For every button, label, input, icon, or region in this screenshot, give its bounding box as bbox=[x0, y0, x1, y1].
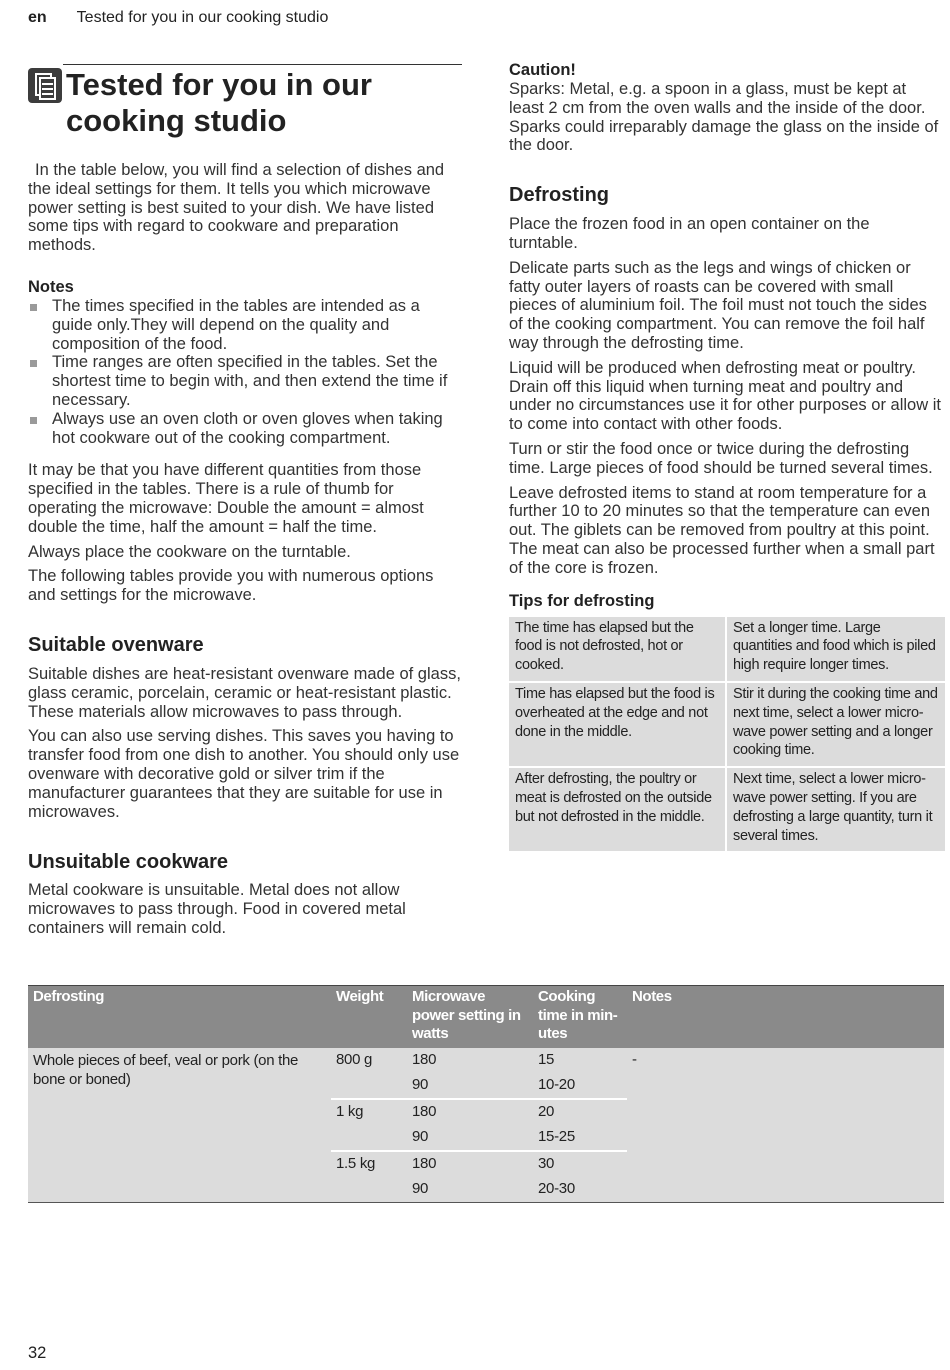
suitable-heading: Suitable ovenware bbox=[28, 633, 204, 656]
power-cell: 180 bbox=[407, 1048, 533, 1073]
unsuitable-heading: Unsuitable cookware bbox=[28, 851, 229, 874]
document-icon bbox=[28, 68, 62, 103]
header-dish: Defrosting bbox=[28, 986, 331, 1048]
defrosting-paragraph: Place the frozen food in an open container on the turntable. bbox=[509, 215, 870, 252]
bullet-square-icon bbox=[30, 360, 37, 367]
table-row bbox=[509, 617, 945, 682]
list-item: The times specified in the tables are intended as a guide only.They will depend on the quality and composition of the food. bbox=[28, 297, 462, 353]
tips-table bbox=[509, 617, 945, 852]
defrosting-paragraph: Delicate parts such as the legs and wings of chicken or fatty outer layers of roasts can be covered with small pieces of aluminium foil. The foil must not touch the sides of the cooking compartment. You can remove the foil half way through the defrosting time. bbox=[509, 258, 927, 352]
time-cell: 20 bbox=[533, 1099, 627, 1125]
tips-problem-cell: Time has elapsed but the food is overheated at the edge and not done in the middle. bbox=[509, 682, 726, 767]
table-row bbox=[509, 682, 945, 767]
caution-heading: Caution! bbox=[509, 61, 576, 79]
suitable-paragraph: Suitable dishes are heat-resistant ovenware made of glass, glass ceramic, porcelain, ceramic or heat-resistant plastic. These materials allow microwaves to pass through. bbox=[28, 664, 461, 721]
left-column bbox=[28, 64, 462, 938]
table-row bbox=[28, 1048, 944, 1073]
time-cell: 15 bbox=[533, 1048, 627, 1073]
header-notes: Notes bbox=[627, 986, 944, 1048]
tips-problem-cell: After defrosting, the poultry or meat is defrosted on the outside but not defrosted in the middle. bbox=[509, 767, 726, 851]
notes-heading: Notes bbox=[28, 277, 74, 296]
table-row bbox=[509, 767, 945, 851]
list-item: Always use an oven cloth or oven gloves when taking hot cookware out of the cooking compartment. bbox=[28, 410, 462, 448]
defrosting-paragraph: Turn or stir the food once or twice during the defrosting time. Large pieces of food should be turned several times. bbox=[509, 439, 933, 477]
language-code: en bbox=[28, 9, 47, 26]
turntable-paragraph: Always place the cookware on the turntable. bbox=[28, 542, 351, 561]
time-cell: 15-25 bbox=[533, 1125, 627, 1151]
bullet-square-icon bbox=[30, 417, 37, 424]
defrosting-heading: Defrosting bbox=[509, 184, 609, 207]
running-title: Tested for you in our cooking studio bbox=[76, 9, 329, 26]
weight-cell: 800 g bbox=[331, 1048, 407, 1099]
power-cell: 90 bbox=[407, 1073, 533, 1099]
notes-list bbox=[28, 297, 462, 447]
tables-paragraph: The following tables provide you with numerous options and settings for the microwave. bbox=[28, 567, 434, 605]
power-cell: 90 bbox=[407, 1125, 533, 1151]
page-number: 32 bbox=[28, 1344, 47, 1362]
tips-heading: Tips for defrosting bbox=[509, 591, 655, 610]
defrosting-paragraph: Liquid will be produced when defrosting meat or poultry. Drain off this liquid when turning meat and poultry and under no circumstances use it for other purposes or allow it to come into contact with other foods. bbox=[509, 358, 941, 434]
list-item: Time ranges are often specified in the tables. Set the shortest time to begin with, and then extend the time if necessary. bbox=[28, 353, 462, 409]
time-cell: 10-20 bbox=[533, 1073, 627, 1099]
serving-dishes-paragraph: You can also use serving dishes. This saves you having to transfer food from one dish to another. You should only use ovenware with decorative gold or silver trim if the manufacturer guarantees that they are suitable for use in microwaves. bbox=[28, 727, 460, 821]
intro-paragraph: In the table below, you will find a selection of dishes and the ideal settings for them. It tells you which microwave power setting is best suited to your dish. We have listed some tips with regard to cookware and preparation methods. bbox=[28, 161, 445, 255]
tips-remedy-cell: Next time, select a lower micro-wave power setting. If you are defrosting a large quantity, turn it several times. bbox=[726, 767, 945, 851]
defrosting-table bbox=[28, 985, 944, 1203]
dish-cell: Whole pieces of beef, veal or pork (on the bone or boned) bbox=[28, 1048, 331, 1203]
notes-cell: - bbox=[627, 1048, 944, 1203]
unsuitable-paragraph: Metal cookware is unsuitable. Metal does not allow microwaves to pass through. Food in covered metal containers will remain cold. bbox=[28, 881, 406, 937]
tips-remedy-cell: Stir it during the cooking time and next time, select a lower micro-wave power setting and a longer cooking time. bbox=[726, 682, 945, 767]
table-header-row bbox=[28, 986, 944, 1048]
weight-cell: 1.5 kg bbox=[331, 1151, 407, 1203]
defrosting-paragraph: Leave defrosted items to stand at room temperature for a further 10 to 20 minutes so that the temperature can even out. The giblets can be removed from poultry at this point. The meat can also be processed further when a small part of the core is frozen. bbox=[509, 483, 935, 577]
caution-text: Sparks: Metal, e.g. a spoon in a glass, must be kept at least 2 cm from the oven walls and the inside of the door. Sparks could irreparably damage the glass on the inside of the door. bbox=[509, 80, 939, 155]
time-cell: 20-30 bbox=[533, 1177, 627, 1203]
tips-remedy-cell: Set a longer time. Large quantities and food which is piled high require longer times. bbox=[726, 617, 945, 682]
header-power: Microwave power setting in watts bbox=[407, 986, 533, 1048]
header-time: Cooking time in min-utes bbox=[533, 986, 627, 1048]
time-cell: 30 bbox=[533, 1151, 627, 1177]
title-block bbox=[28, 65, 462, 139]
bullet-square-icon bbox=[30, 304, 37, 311]
power-cell: 180 bbox=[407, 1151, 533, 1177]
right-column bbox=[509, 61, 941, 851]
quantity-paragraph: It may be that you have different quantities from those specified in the tables. There is a rule of thumb for operating the microwave: Double the amount = almost double the time, half the amount = half the time. bbox=[28, 461, 424, 536]
page-title: Tested for you in our cooking studio bbox=[66, 67, 372, 138]
header-weight: Weight bbox=[331, 986, 407, 1048]
weight-cell: 1 kg bbox=[331, 1099, 407, 1151]
power-cell: 180 bbox=[407, 1099, 533, 1125]
tips-problem-cell: The time has elapsed but the food is not defrosted, hot or cooked. bbox=[509, 617, 726, 682]
power-cell: 90 bbox=[407, 1177, 533, 1203]
running-header bbox=[28, 9, 328, 27]
